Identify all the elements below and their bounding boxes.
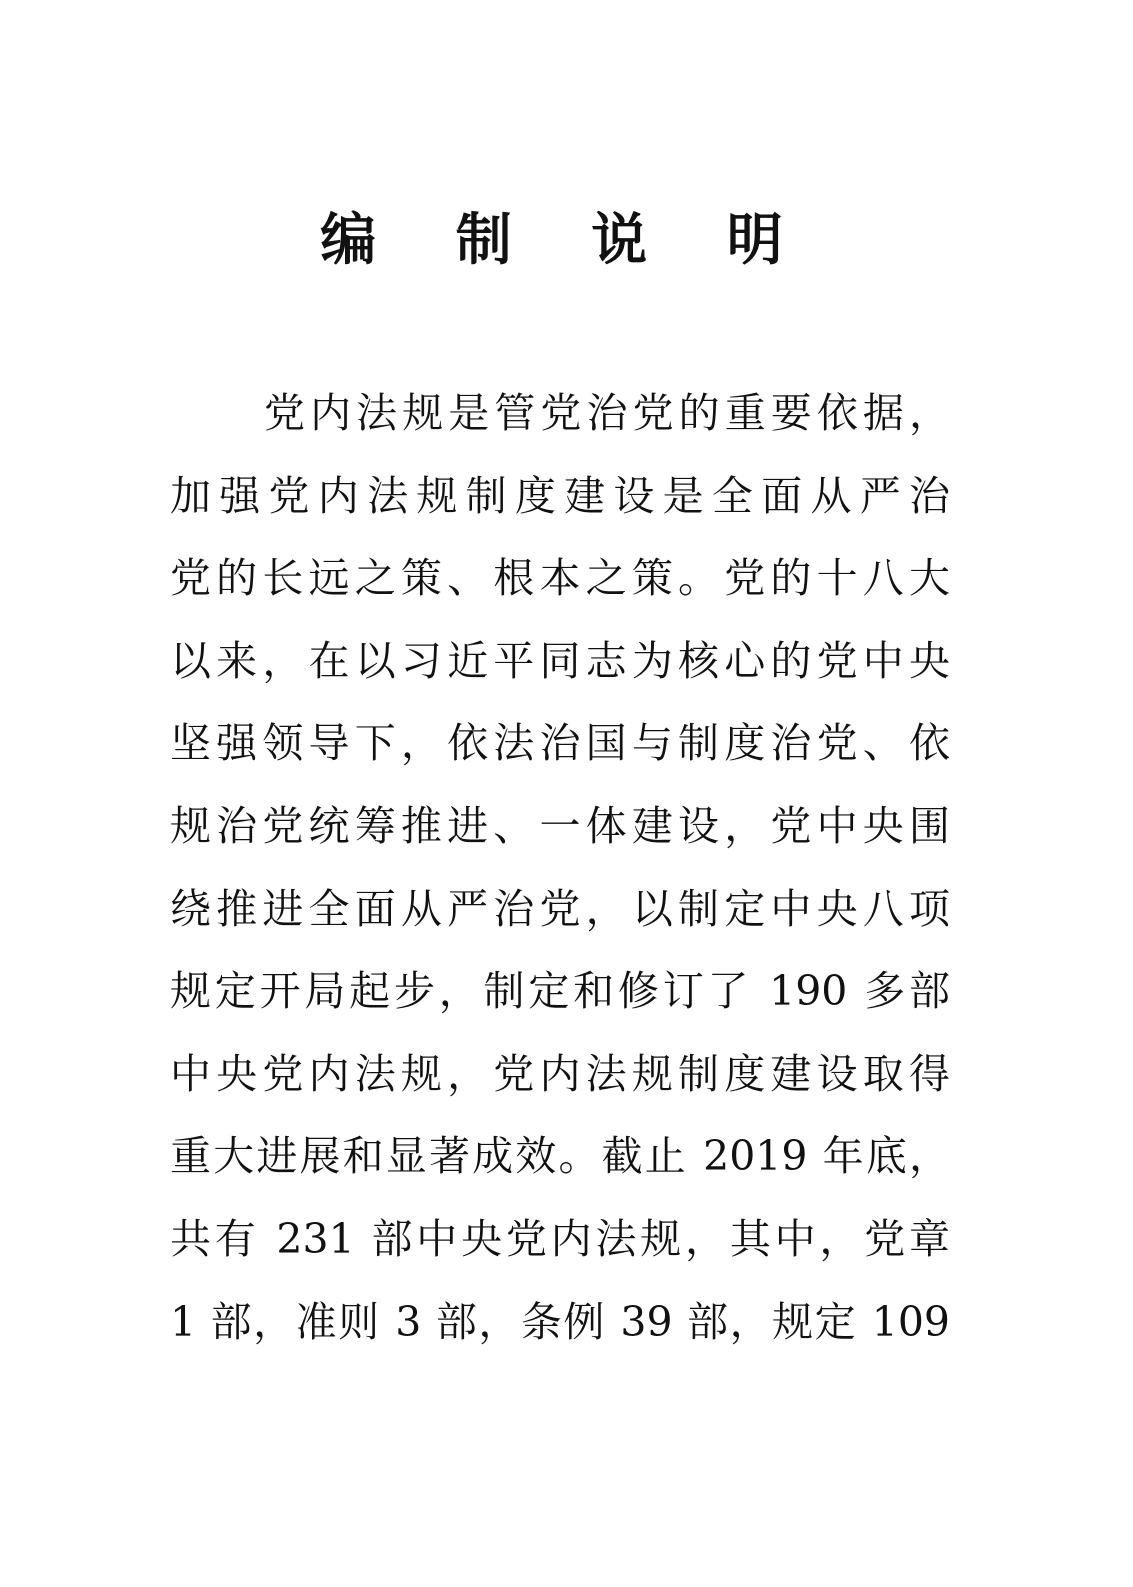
text-line: 共有 231 部中央党内法规，其中，党章	[170, 1214, 950, 1263]
text-line: 加强党内法规制度建设是全面从严治	[170, 471, 950, 520]
text-line: 坚强领导下，依法治国与制度治党、依	[170, 719, 950, 768]
text-line: 1 部，准则 3 部，条例 39 部，规定 109	[170, 1297, 950, 1346]
text-line: 规治党统筹推进、一体建设，党中央围	[170, 801, 950, 850]
text-line: 党内法规是管党治党的重要依据，	[264, 389, 950, 437]
text-line: 党的长远之策、根本之策。党的十八大	[170, 554, 950, 603]
text-line: 规定开局起步，制定和修订了 190 多部	[170, 967, 950, 1016]
body-paragraph	[170, 372, 950, 1363]
document-title: 编 制 说 明	[320, 207, 813, 273]
text-line: 中央党内法规，党内法规制度建设取得	[170, 1049, 950, 1098]
text-line: 以来，在以习近平同志为核心的党中央	[170, 636, 950, 685]
text-line: 绕推进全面从严治党，以制定中央八项	[170, 884, 950, 933]
text-line: 重大进展和显著成效。截止 2019 年底，	[170, 1132, 950, 1181]
